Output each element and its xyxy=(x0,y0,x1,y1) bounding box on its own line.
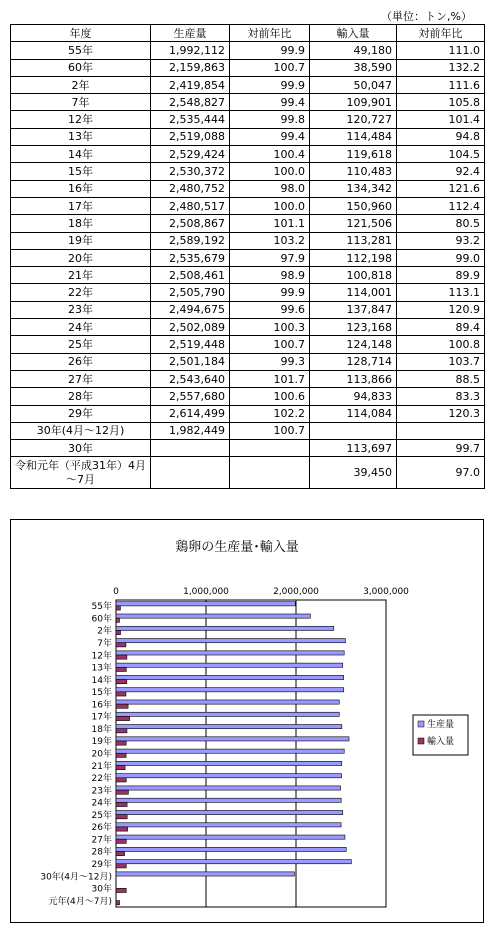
cell-imports: 114,001 xyxy=(310,284,397,301)
legend-swatch xyxy=(418,721,424,727)
cell-imports-yoy: 104.5 xyxy=(397,146,485,163)
cell-imports-yoy: 120.3 xyxy=(397,405,485,422)
bar-imports xyxy=(116,778,126,782)
bar-production xyxy=(116,810,343,814)
cell-production-yoy: 99.8 xyxy=(230,111,310,128)
x-tick-label: 2,000,000 xyxy=(273,587,319,597)
cell-production: 2,530,372 xyxy=(151,163,230,180)
cell-year: 14年 xyxy=(11,146,151,163)
cell-production-yoy: 99.4 xyxy=(230,94,310,111)
cell-imports: 110,483 xyxy=(310,163,397,180)
cell-production-yoy: 100.7 xyxy=(230,336,310,353)
x-tick-label: 1,000,000 xyxy=(183,587,229,597)
cell-year: 13年 xyxy=(11,128,151,145)
cell-imports: 137,847 xyxy=(310,301,397,318)
y-category-label: 19年 xyxy=(91,737,112,748)
cell-production-yoy: 102.2 xyxy=(230,405,310,422)
header-year: 年度 xyxy=(11,25,151,42)
bar-imports xyxy=(116,630,121,634)
cell-imports-yoy: 92.4 xyxy=(397,163,485,180)
header-imports-yoy: 対前年比 xyxy=(397,25,485,42)
cell-year: 27年 xyxy=(11,370,151,387)
y-category-label: 26年 xyxy=(91,823,112,834)
cell-year: 23年 xyxy=(11,301,151,318)
cell-imports: 113,697 xyxy=(310,440,397,457)
cell-year: 24年 xyxy=(11,319,151,336)
bar-imports xyxy=(116,680,127,684)
bar-production xyxy=(116,737,349,741)
cell-imports: 119,618 xyxy=(310,146,397,163)
cell-imports: 112,198 xyxy=(310,249,397,266)
cell-imports-yoy: 100.8 xyxy=(397,336,485,353)
bar-imports xyxy=(116,643,126,647)
y-category-label: 20年 xyxy=(91,749,112,760)
cell-year: 30年(4月～12月) xyxy=(11,422,151,439)
y-category-label: 24年 xyxy=(91,798,112,809)
cell-imports-yoy: 99.0 xyxy=(397,249,485,266)
bar-production xyxy=(116,835,345,839)
cell-year: 2年 xyxy=(11,76,151,93)
bar-production xyxy=(116,639,345,643)
header-imports: 輸入量 xyxy=(310,25,397,42)
cell-imports: 38,590 xyxy=(310,59,397,76)
bar-production xyxy=(116,712,339,716)
cell-imports-yoy: 113.1 xyxy=(397,284,485,301)
cell-imports-yoy: 120.9 xyxy=(397,301,485,318)
bar-production xyxy=(116,847,346,851)
bar-imports xyxy=(116,716,130,720)
cell-production: 2,494,675 xyxy=(151,301,230,318)
cell-production: 2,508,867 xyxy=(151,215,230,232)
cell-production: 2,505,790 xyxy=(151,284,230,301)
cell-production-yoy: 99.9 xyxy=(230,76,310,93)
header-production-yoy: 対前年比 xyxy=(230,25,310,42)
cell-imports: 114,084 xyxy=(310,405,397,422)
cell-imports-yoy: 111.0 xyxy=(397,42,485,59)
cell-year: 60年 xyxy=(11,59,151,76)
bar-production xyxy=(116,602,295,606)
cell-production-yoy: 101.1 xyxy=(230,215,310,232)
y-category-label: 18年 xyxy=(91,724,112,735)
cell-imports: 39,450 xyxy=(310,457,397,489)
cell-imports: 113,281 xyxy=(310,232,397,249)
cell-production: 2,557,680 xyxy=(151,388,230,405)
cell-imports-yoy: 101.4 xyxy=(397,111,485,128)
bar-production xyxy=(116,663,343,667)
bar-production xyxy=(116,700,339,704)
cell-production-yoy: 99.4 xyxy=(230,128,310,145)
bar-imports xyxy=(116,815,127,819)
cell-production: 1,992,112 xyxy=(151,42,230,59)
bar-imports xyxy=(116,753,126,757)
y-category-label: 7年 xyxy=(97,638,112,649)
y-category-label: 60年 xyxy=(91,614,112,625)
cell-production: 2,535,444 xyxy=(151,111,230,128)
cell-imports-yoy: 93.2 xyxy=(397,232,485,249)
cell-production: 1,982,449 xyxy=(151,422,230,439)
cell-production: 2,589,192 xyxy=(151,232,230,249)
bar-imports xyxy=(116,655,127,659)
cell-production-yoy: 100.7 xyxy=(230,422,310,439)
cell-production-yoy: 100.6 xyxy=(230,388,310,405)
y-category-label: 30年(4月～12月) xyxy=(40,872,112,883)
cell-imports-yoy: 88.5 xyxy=(397,370,485,387)
cell-imports: 94,833 xyxy=(310,388,397,405)
cell-production: 2,480,752 xyxy=(151,180,230,197)
y-category-label: 2年 xyxy=(97,626,112,637)
bar-production xyxy=(116,774,342,778)
cell-imports: 109,901 xyxy=(310,94,397,111)
cell-production-yoy: 99.9 xyxy=(230,284,310,301)
cell-production: 2,502,089 xyxy=(151,319,230,336)
cell-imports-yoy: 132.2 xyxy=(397,59,485,76)
bar-production xyxy=(116,675,344,679)
cell-imports-yoy: 121.6 xyxy=(397,180,485,197)
bar-imports xyxy=(116,901,120,905)
bar-imports xyxy=(116,692,126,696)
cell-imports: 121,506 xyxy=(310,215,397,232)
cell-production: 2,480,517 xyxy=(151,197,230,214)
y-category-label: 元年(4月～7月) xyxy=(48,896,112,907)
y-category-label: 13年 xyxy=(91,663,112,674)
cell-year: 16年 xyxy=(11,180,151,197)
bar-imports xyxy=(116,729,127,733)
cell-production: 2,519,448 xyxy=(151,336,230,353)
bar-production xyxy=(116,860,351,864)
bar-imports xyxy=(116,864,126,868)
legend-swatch xyxy=(418,738,424,744)
bar-imports xyxy=(116,839,126,843)
bar-imports xyxy=(116,802,127,806)
cell-production-yoy: 100.4 xyxy=(230,146,310,163)
y-category-label: 12年 xyxy=(91,651,112,662)
bar-production xyxy=(116,761,342,765)
bar-imports xyxy=(116,790,128,794)
cell-year: 25年 xyxy=(11,336,151,353)
unit-note: （単位：トン,%） xyxy=(381,10,472,23)
bar-imports xyxy=(116,851,125,855)
cell-imports: 123,168 xyxy=(310,319,397,336)
cell-imports: 124,148 xyxy=(310,336,397,353)
cell-imports-yoy: 89.9 xyxy=(397,267,485,284)
cell-year: 30年 xyxy=(11,440,151,457)
cell-production-yoy: 99.9 xyxy=(230,42,310,59)
bar-production xyxy=(116,651,344,655)
bar-production xyxy=(116,786,341,790)
y-category-label: 22年 xyxy=(91,774,112,785)
cell-production: 2,548,827 xyxy=(151,94,230,111)
cell-year: 12年 xyxy=(11,111,151,128)
y-category-label: 23年 xyxy=(91,786,112,797)
cell-production-yoy: 98.0 xyxy=(230,180,310,197)
cell-production: 2,519,088 xyxy=(151,128,230,145)
y-category-label: 17年 xyxy=(91,712,112,723)
cell-imports: 128,714 xyxy=(310,353,397,370)
header-production: 生産量 xyxy=(151,25,230,42)
y-category-label: 30年 xyxy=(91,884,112,895)
bar-imports xyxy=(116,827,128,831)
bar-imports xyxy=(116,766,125,770)
cell-year: 20年 xyxy=(11,249,151,266)
cell-imports-yoy: 83.3 xyxy=(397,388,485,405)
cell-imports-yoy: 105.8 xyxy=(397,94,485,111)
y-category-label: 14年 xyxy=(91,675,112,686)
cell-imports-yoy: 94.8 xyxy=(397,128,485,145)
cell-production-yoy: 99.6 xyxy=(230,301,310,318)
legend-label: 生産量 xyxy=(427,720,455,730)
cell-imports: 49,180 xyxy=(310,42,397,59)
bar-imports xyxy=(116,704,128,708)
y-category-label: 27年 xyxy=(91,835,112,846)
cell-year: 19年 xyxy=(11,232,151,249)
cell-year: 18年 xyxy=(11,215,151,232)
bar-imports xyxy=(116,667,126,671)
cell-year: 22年 xyxy=(11,284,151,301)
cell-year: 28年 xyxy=(11,388,151,405)
cell-production: 2,419,854 xyxy=(151,76,230,93)
cell-production-yoy: 100.7 xyxy=(230,59,310,76)
y-category-label: 28年 xyxy=(91,847,112,858)
bar-production xyxy=(116,626,334,630)
x-tick-label: 0 xyxy=(113,587,119,597)
cell-production: 2,529,424 xyxy=(151,146,230,163)
cell-imports-yoy: 99.7 xyxy=(397,440,485,457)
cell-imports: 100,818 xyxy=(310,267,397,284)
cell-production-yoy: 97.9 xyxy=(230,249,310,266)
y-category-label: 16年 xyxy=(91,700,112,711)
cell-imports: 120,727 xyxy=(310,111,397,128)
cell-year: 17年 xyxy=(11,197,151,214)
bar-production xyxy=(116,823,341,827)
cell-imports-yoy: 103.7 xyxy=(397,353,485,370)
bar-production xyxy=(116,688,344,692)
y-category-label: 15年 xyxy=(91,688,112,699)
cell-imports: 134,342 xyxy=(310,180,397,197)
bar-production xyxy=(116,725,342,729)
cell-year: 26年 xyxy=(11,353,151,370)
cell-production-yoy: 100.0 xyxy=(230,197,310,214)
cell-production-yoy: 101.7 xyxy=(230,370,310,387)
cell-production: 2,501,184 xyxy=(151,353,230,370)
cell-imports: 50,047 xyxy=(310,76,397,93)
cell-imports-yoy: 111.6 xyxy=(397,76,485,93)
cell-production: 2,543,640 xyxy=(151,370,230,387)
cell-imports: 150,960 xyxy=(310,197,397,214)
bar-imports xyxy=(116,741,126,745)
cell-production: 2,535,679 xyxy=(151,249,230,266)
cell-imports: 114,484 xyxy=(310,128,397,145)
x-tick-label: 3,000,000 xyxy=(363,587,409,597)
y-category-label: 21年 xyxy=(91,761,112,772)
cell-production-yoy: 103.2 xyxy=(230,232,310,249)
cell-year: 令和元年（平成31年）4月～7月 xyxy=(11,457,151,489)
cell-production-yoy: 100.3 xyxy=(230,319,310,336)
bar-imports xyxy=(116,618,119,622)
y-category-label: 55年 xyxy=(91,602,112,613)
cell-production: 2,508,461 xyxy=(151,267,230,284)
bar-production xyxy=(116,614,310,618)
cell-production-yoy: 98.9 xyxy=(230,267,310,284)
y-category-label: 29年 xyxy=(91,860,112,871)
bar-production xyxy=(116,872,294,876)
cell-production-yoy: 99.3 xyxy=(230,353,310,370)
cell-imports-yoy: 89.4 xyxy=(397,319,485,336)
cell-year: 7年 xyxy=(11,94,151,111)
bar-production xyxy=(116,798,341,802)
cell-production-yoy: 100.0 xyxy=(230,163,310,180)
cell-imports-yoy: 97.0 xyxy=(397,457,485,489)
y-category-label: 25年 xyxy=(91,810,112,821)
cell-production: 2,159,863 xyxy=(151,59,230,76)
legend-label: 輸入量 xyxy=(427,737,455,747)
bar-imports xyxy=(116,606,120,610)
cell-year: 55年 xyxy=(11,42,151,59)
cell-year: 29年 xyxy=(11,405,151,422)
cell-imports: 113,866 xyxy=(310,370,397,387)
cell-production: 2,614,499 xyxy=(151,405,230,422)
cell-year: 15年 xyxy=(11,163,151,180)
cell-imports-yoy: 80.5 xyxy=(397,215,485,232)
bar-production xyxy=(116,749,344,753)
cell-year: 21年 xyxy=(11,267,151,284)
bar-imports xyxy=(116,888,126,892)
cell-imports-yoy: 112.4 xyxy=(397,197,485,214)
chart-title: 鶏卵の生産量･輸入量 xyxy=(175,540,299,555)
